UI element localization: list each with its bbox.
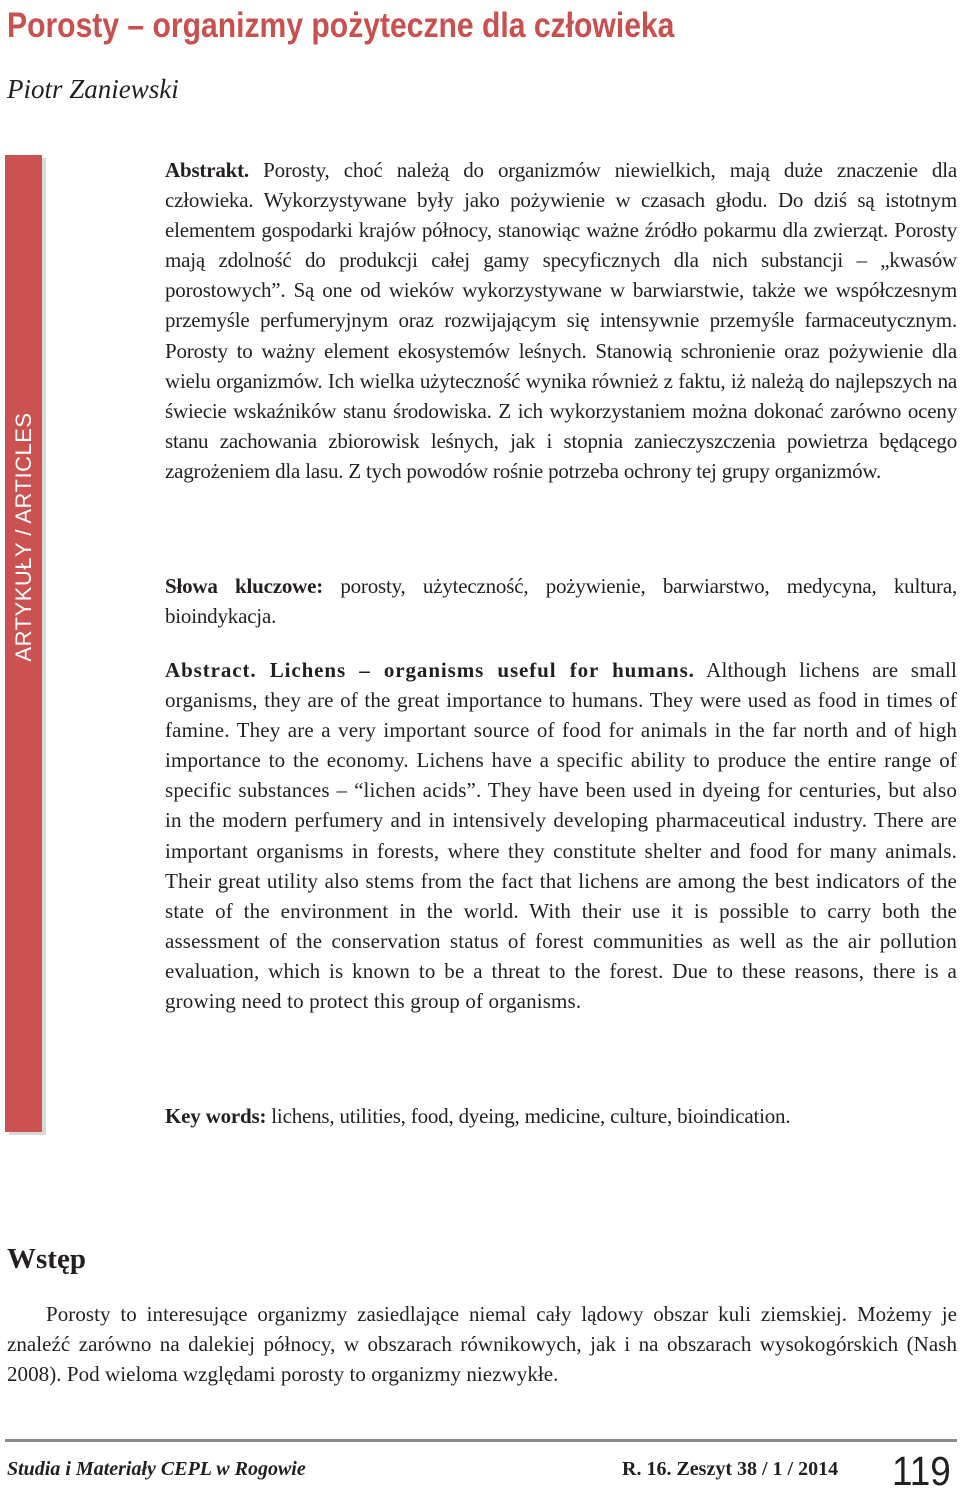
section-sidebar — [5, 155, 42, 1132]
journal-name: Studia i Materiały CEPL w Rogowie — [7, 1458, 306, 1480]
page-number: 119 — [892, 1448, 951, 1494]
sidebar-section-label: ARTYKUŁY / ARTICLES — [10, 412, 36, 662]
author-name: Piotr Zaniewski — [7, 74, 179, 104]
abstract-polish — [165, 155, 957, 486]
keywords-english-label: Key words: — [165, 1104, 267, 1128]
intro-paragraph: Porosty to interesujące organizmy zasiedlające niemal cały lądowy obszar kuli ziemskiej. Możemy je znaleźć zarówno na dalekiej północy, w obszarach równikowych, jak i na obszarach wysokogórskich (Nash 2008). Pod wieloma względami porosty to organizmy niezwykłe. — [7, 1302, 957, 1387]
abstract-polish-text: Porosty, choć należą do organizmów niewielkich, mają duże znaczenie dla człowieka. Wykorzystywane były jako pożywienie w czasach głodu. Do dziś są istotnym elementem gospodarki krajów północy, stanowiąc ważne źródło pokarmu dla zwierząt. Porosty mają zdolność do produkcji całej gamy specyficznych dla nich substancji – „kwasów porostowych”. Są one od wieków wykorzystywane w barwiarstwie, także we współczesnym przemyśle perfumeryjnym oraz rozwijającym się intensywnie przemyśle farmaceutycznym. Porosty to ważny element ekosystemów leśnych. Stanowią schronienie oraz pożywienie dla wielu organizmów. Ich wielka użyteczność wynika również z faktu, iż należą do najlepszych na świecie wskaźników stanu środowiska. Z ich wykorzystaniem można dokonać zarówno oceny stanu zachowania zbiorowisk leśnych, jak i stopnia zanieczyszczenia powietrza będącego zagrożeniem dla lasu. Z tych powodów rośnie potrzeba ochrony tej grupy organizmów. — [165, 158, 957, 483]
footer-divider — [5, 1439, 957, 1442]
section-heading-intro: Wstęp — [7, 1243, 86, 1275]
keywords-polish-label: Słowa kluczowe: — [165, 574, 324, 598]
abstract-polish-label: Abstrakt. — [165, 158, 249, 182]
keywords-polish-text: porosty, użyteczność, pożywienie, barwiarstwo, medycyna, kultura, bioindykacja. — [165, 574, 957, 629]
keywords-polish — [165, 571, 957, 631]
article-title: Porosty – organizmy pożyteczne dla człowieka — [7, 6, 675, 45]
abstract-english — [165, 655, 957, 1016]
abstract-english-text: Although lichens are small organisms, they are of the great importance to humans. They were used as food in times of famine. They are a very important source of food for animals in the far north and of high importance to the economy. Lichens have a specific ability to produce the entire range of specific substances – “lichen acids”. They have been used in dyeing for centuries, but also in the modern perfumery and in intensively developing pharmaceutical industry. There are important organisms in forests, where they constitute shelter and food for many animals. Their great utility also stems from the fact that lichens are among the best indicators of the state of the environment in the world. With their use it is possible to carry both the assessment of the conservation status of forest communities as well as the air pollution evaluation, which is known to be a threat to the forest. Due to these reasons, there is a growing need to protect this group of organisms. — [165, 658, 957, 1014]
issue-info: R. 16. Zeszyt 38 / 1 / 2014 — [622, 1458, 839, 1480]
keywords-english — [165, 1101, 957, 1131]
abstract-english-label: Abstract. Lichens – organisms useful for humans. — [165, 658, 695, 682]
keywords-english-text: lichens, utilities, food, dyeing, medicine, culture, bioindication. — [266, 1104, 791, 1128]
